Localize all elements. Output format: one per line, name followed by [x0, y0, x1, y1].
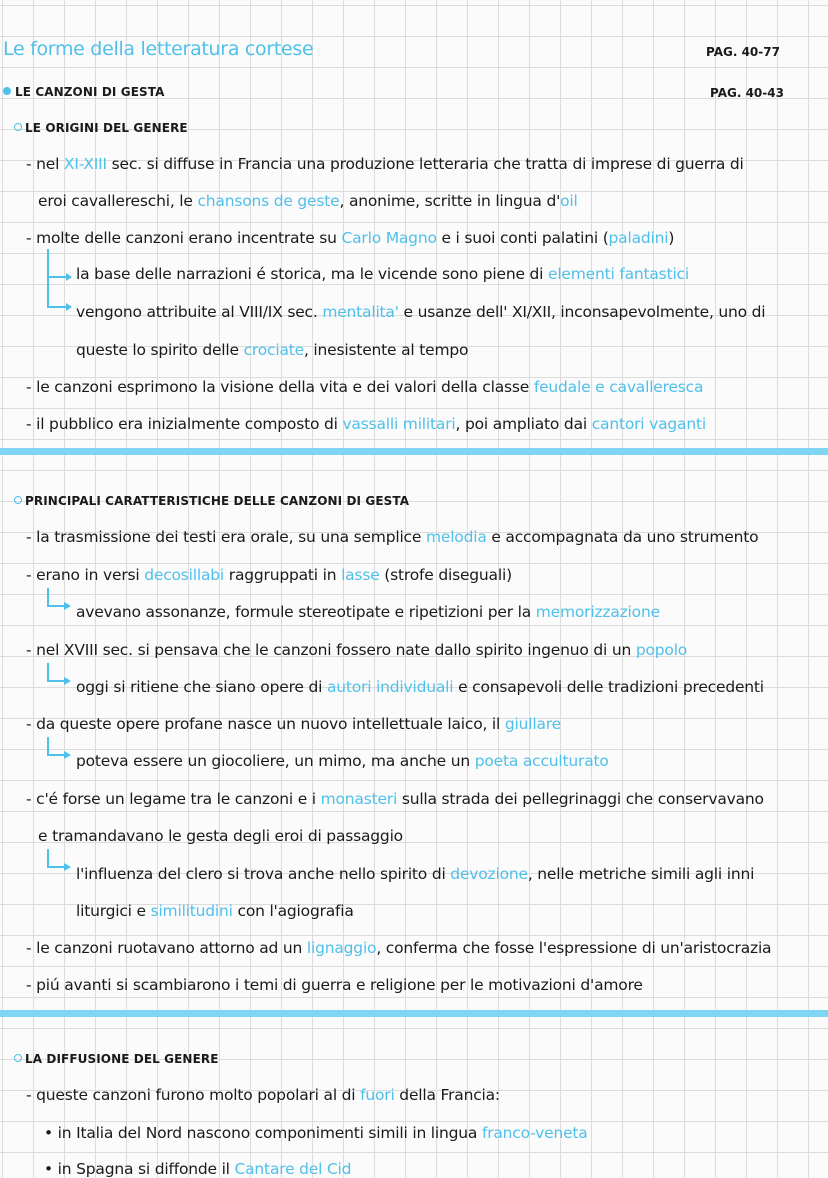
origins-line-2: eroi cavallereschi, le chansons de geste, anonime, scritte in lingua d'oil — [38, 192, 578, 210]
characteristics-line-4: - nel XVIII sec. si pensava che le canzoni fossero nate dallo spirito ingenuo di un popolo — [26, 641, 688, 659]
origins-line-8: - il pubblico era inizialmente composto di vassalli militari, poi ampliato dai cantori vaganti — [26, 415, 706, 433]
origins-line-5: vengono attribuite al VIII/IX sec. mentalita' e usanze dell' XI/XII, inconsapevolmente, uno di — [76, 303, 766, 321]
characteristics-line-10: l'influenza del clero si trova anche nello spirito di devozione, nelle metriche simili agli inni — [76, 865, 755, 883]
page-range-main: PAG. 40-77 — [706, 45, 780, 59]
characteristics-line-1: - la trasmissione dei testi era orale, su una semplice melodia e accompagnata da uno strumento — [26, 528, 759, 546]
page-title: Le forme della letteratura cortese — [3, 38, 314, 60]
characteristics-line-8: - c'é forse un legame tra le canzoni e i monasteri sulla strada dei pellegrinaggi che conservavano — [26, 790, 764, 808]
section-heading: LE CANZONI DI GESTA — [3, 85, 164, 99]
origins-line-1: - nel XI-XIII sec. si diffuse in Francia una produzione letteraria che tratta di imprese di guerra di — [26, 155, 744, 173]
origins-line-3: - molte delle canzoni erano incentrate su Carlo Magno e i suoi conti palatini (paladini) — [26, 229, 675, 247]
section-divider — [0, 1010, 828, 1017]
characteristics-line-6: - da queste opere profane nasce un nuovo intellettuale laico, il giullare — [26, 715, 561, 733]
origins-heading: LE ORIGINI DEL GENERE — [14, 121, 188, 135]
origins-line-4: la base delle narrazioni é storica, ma le vicende sono piene di elementi fantastici — [76, 265, 689, 283]
characteristics-line-9: e tramandavano le gesta degli eroi di passaggio — [38, 827, 403, 845]
sub-arrow-icon — [44, 586, 74, 616]
bullet-ring-icon — [14, 123, 22, 131]
bullet-dot-icon — [3, 87, 11, 95]
diffusion-heading: LA DIFFUSIONE DEL GENERE — [14, 1052, 219, 1066]
origins-line-7: - le canzoni esprimono la visione della vita e dei valori della classe feudale e cavalleresca — [26, 378, 704, 396]
bullet-ring-icon — [14, 1054, 22, 1062]
characteristics-line-3: avevano assonanze, formule stereotipate e ripetizioni per la memorizzazione — [76, 603, 660, 621]
characteristics-line-2: - erano in versi decosillabi raggruppati in lasse (strofe diseguali) — [26, 566, 512, 584]
diffusion-line-2: • in Italia del Nord nascono componimenti simili in lingua franco-veneta — [44, 1124, 588, 1142]
sub-arrow-icon — [44, 661, 74, 691]
diffusion-line-1: - queste canzoni furono molto popolari al di fuori della Francia: — [26, 1086, 500, 1104]
characteristics-line-13: - piú avanti si scambiarono i temi di guerra e religione per le motivazioni d'amore — [26, 976, 643, 994]
characteristics-line-11: liturgici e similitudini con l'agiografia — [76, 902, 354, 920]
section-page-range: PAG. 40-43 — [710, 86, 784, 100]
branch-arrow-icon — [44, 247, 74, 317]
diffusion-line-3: • in Spagna si diffonde il Cantare del Cid — [44, 1160, 352, 1178]
characteristics-line-12: - le canzoni ruotavano attorno ad un lignaggio, conferma che fosse l'espressione di un'aristocrazia — [26, 939, 772, 957]
characteristics-heading: PRINCIPALI CARATTERISTICHE DELLE CANZONI DI GESTA — [14, 494, 409, 508]
characteristics-line-7: poteva essere un giocoliere, un mimo, ma anche un poeta acculturato — [76, 752, 609, 770]
characteristics-line-5: oggi si ritiene che siano opere di autori individuali e consapevoli delle tradizioni precedenti — [76, 678, 764, 696]
sub-arrow-icon — [44, 847, 74, 877]
bullet-ring-icon — [14, 496, 22, 504]
origins-line-6: queste lo spirito delle crociate, inesistente al tempo — [76, 341, 469, 359]
section-divider — [0, 448, 828, 455]
sub-arrow-icon — [44, 735, 74, 765]
